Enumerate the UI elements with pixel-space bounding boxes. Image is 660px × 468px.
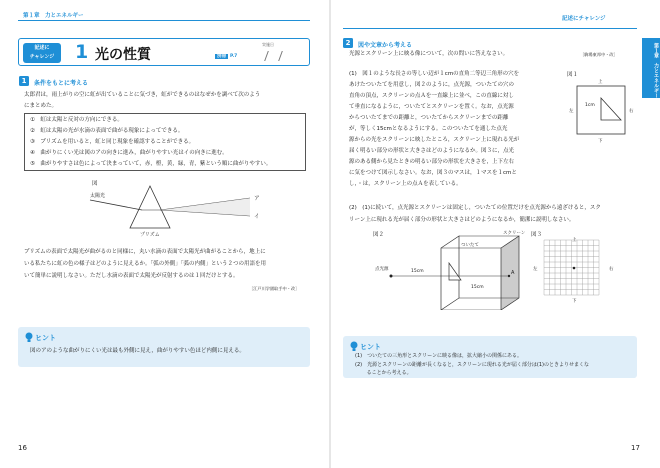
fig2-a: A — [511, 270, 515, 276]
study-date-label: 実施日 — [262, 42, 274, 47]
q1-line-4: て垂直になるように，ついたてとスクリーンを置く。なお，点光源 — [349, 104, 514, 110]
hint-3: ることから考える。 — [355, 370, 412, 376]
fig1-left: 左 — [569, 109, 574, 114]
q1-line-9: 源のある側から見たときの明るい部分の形状を大きさを，上下左右 — [349, 159, 515, 165]
lightbulb-icon — [24, 331, 34, 343]
section-intro: 光源とスクリーン上に映る像について，次の問いに答えなさい。 — [349, 51, 509, 57]
sunlight-label: 太陽光 — [90, 193, 106, 199]
fig2-tsuitate: ついたて — [461, 243, 479, 248]
fig1-bottom: 下 — [598, 139, 603, 144]
q1-line-1: (1) 図１のような長さの等しい辺が１cmの直角二等辺三角形の穴を — [349, 71, 520, 77]
hint-title-right: ヒント — [360, 343, 381, 351]
fig2-label: 図２ — [373, 232, 385, 238]
finding-5: ⑤ 曲がりやすさは色によって決まっていて，赤，橙，黄，緑，青，紫という順に曲がりやすい。 — [30, 161, 272, 167]
running-header: 記述にチャレンジ — [562, 16, 606, 22]
label-a: ア — [254, 196, 260, 202]
lesson-number: 1 — [75, 41, 89, 63]
fig3-right: 右 — [609, 267, 614, 272]
lesson-title: 光の性質 — [95, 47, 151, 63]
badge-line-2: チャレンジ — [29, 54, 55, 60]
fig1-right: 右 — [629, 109, 634, 114]
fig3-top: 上 — [572, 238, 577, 243]
q2-line-1: (2) (1)に続いて，点光源とスクリーンは固定し，ついたての位置だけを点光源から遠ざけると，スク — [349, 205, 601, 211]
grid-point-a — [573, 267, 576, 270]
hint-box — [18, 327, 310, 367]
intro-line-1: 太郎君は，雨上がりの空に虹が出ていることに気づき，虹ができるのはなぜかを調べて次のよう — [24, 92, 261, 98]
study-date-box — [262, 42, 296, 63]
left-page — [0, 0, 329, 468]
question-line-2: いる私たちに虹の色の様子はどのように見えるか。「弧の外側」「弧の内側」という２つの用語を用 — [24, 261, 267, 267]
finding-1: ① 虹は太陽と反対の方向にできる。 — [30, 117, 123, 123]
page-number-right: 17 — [631, 444, 640, 452]
chapter-heading: 第１章 力とエネルギー — [23, 13, 84, 19]
page-number-left: 16 — [18, 444, 27, 452]
label-b: イ — [254, 214, 260, 220]
fig3-label: 図３ — [531, 232, 543, 238]
header-rule — [18, 20, 310, 21]
q1-line-8: 届く明るい部分の形状と大きさはどのようになるか。図３に，点光 — [349, 148, 515, 154]
fig2-source: 点光源 — [375, 267, 389, 272]
source-note-right: ［駒場東邦中・改］ — [580, 52, 618, 57]
point-a — [508, 275, 510, 277]
fig1-dim: 1cm — [585, 103, 595, 108]
q1-line-2: あけたついたてを用意し，図２のように，点光源，ついたての穴の — [349, 82, 515, 88]
prism-label: プリズム — [140, 232, 160, 238]
screen-panel — [501, 236, 519, 310]
figure-label: 図 — [92, 181, 98, 187]
section-title-2: 図や文章から考える — [358, 42, 413, 49]
intro-line-2: にまとめた。 — [24, 103, 58, 109]
figure-1 — [561, 68, 641, 160]
findings-box — [24, 113, 306, 171]
header-rule-right — [343, 28, 637, 29]
section-title: 条件をもとに考える — [34, 80, 89, 87]
reference-page: 別冊 P.7 — [217, 54, 238, 59]
fig2-len1: 15cm — [411, 269, 424, 274]
challenge-badge — [23, 43, 61, 63]
hint-title: ヒント — [35, 334, 56, 342]
question-line-3: いて簡単に説明しなさい。ただし水滴の表面で太陽光が反射するのは１回だけとする。 — [24, 273, 239, 279]
date-slash-2 — [278, 51, 292, 61]
q1-line-7: 源からの光をスクリーンに映したところ，スクリーン上に現れる光が — [349, 137, 520, 143]
hint-2: (2) 光源とスクリーンの距離が長くなると，スクリーンに現れる光が届く部分は(1)のときよりせまくな — [355, 362, 589, 368]
right-page — [331, 0, 660, 468]
point-source — [390, 275, 393, 278]
figure-2 — [371, 228, 551, 310]
fig2-len2: 15cm — [471, 285, 484, 290]
q1-line-6: が，等しく15cmとなるようにする。このついたてを通した点光 — [349, 126, 508, 132]
hint-box-right — [343, 336, 637, 378]
fig3-bottom: 下 — [572, 299, 577, 304]
q1-line-5: からついたてまでの距離と，ついたてからスクリーンまでの距離 — [349, 115, 509, 121]
q1-line-10: に気をつけて図示しなさい。なお，図３のマスは，１マスを１cmと — [349, 170, 517, 176]
question-line-1: プリズムの表面で太陽光が曲がるのと同様に，丸い水滴の表面で太陽光が曲がることから，地上に — [24, 249, 266, 255]
fig1-top: 上 — [598, 80, 603, 85]
figure-3 — [529, 228, 619, 310]
badge-line-1: 記述に — [34, 45, 50, 51]
q1-line-11: し，・は，スクリーン上の点Ａを表している。 — [349, 181, 462, 187]
fig2-screen: スクリーン — [503, 231, 526, 236]
q1-line-3: 直角の頂点，スクリーンの点Ａを一直線上に並べ，この直線に対し — [349, 93, 514, 99]
lesson-title-box — [18, 38, 310, 66]
section-number: 1 — [19, 76, 29, 86]
prism-figure — [80, 178, 270, 240]
q2-line-2: リーン上に現れる光が届く部分の形状と大きさはどのようになるか，簡潔に説明しなさい。 — [349, 217, 575, 223]
finding-2: ② 虹は太陽の光が水滴の表面で曲がる現象によってできる。 — [30, 128, 184, 134]
prism-triangle — [130, 186, 170, 228]
section-number-2: 2 — [343, 38, 353, 48]
fig1-label: 図１ — [567, 72, 579, 78]
hint-text: 図のアのような曲がりにくい光は最も外側に見え，曲がりやすい色ほど内側に見える。 — [30, 348, 245, 354]
ref-tag: 別冊 — [217, 54, 226, 59]
finding-3: ③ プリズムを用いると，虹と同じ現象を確認することができる。 — [30, 139, 195, 145]
hint-1: (1) ついたての三角形とスクリーンに映る像は，拡大縮小の関係にある。 — [355, 353, 522, 359]
fig3-left: 左 — [533, 267, 538, 272]
source-note: ［江戸川学園取手中・改］ — [249, 286, 300, 291]
date-slash-1 — [264, 51, 278, 61]
finding-4: ④ 曲がりにくい光は図のアの向きに進み，曲がりやすい光はイの向きに進む。 — [30, 150, 228, 156]
lightbulb-icon-right — [349, 340, 359, 352]
chapter-side-tab: 第１章 力とエネルギー — [642, 38, 660, 98]
sunlight-ray — [90, 200, 142, 210]
answer-grid — [544, 240, 599, 295]
